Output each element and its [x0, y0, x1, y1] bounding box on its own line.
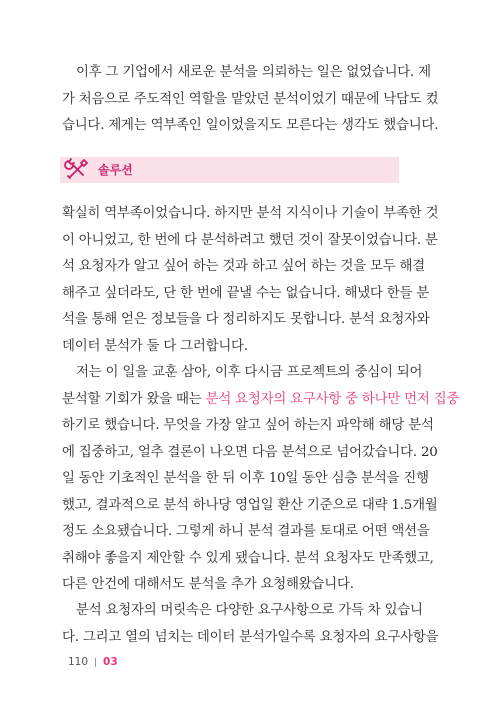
- text-line: 이후 그 기업에서 새로운 분석을 의뢰하는 일은 없었습니다. 제: [76, 65, 431, 80]
- chapter-number: 03: [103, 656, 118, 668]
- text-line: 분석 요청자의 머릿속은 다양한 요구사항으로 가득 차 있습니: [76, 603, 423, 618]
- text-line: 데이터 분석가 둘 다 그러합니다.: [62, 338, 248, 354]
- text-line: 석 요청자가 알고 싶어 하는 것과 하고 싶어 하는 것을 모두 해결: [62, 259, 426, 274]
- text-line: 정도 소요됐습니다. 그렇게 하니 분석 결과를 토대로 어떤 액션을: [62, 524, 430, 539]
- wrench-screwdriver-icon: [60, 155, 94, 185]
- text-segment: 분석할 기회가 왔을 때는: [62, 391, 206, 407]
- text-line: 해주고 싶더라도, 단 한 번에 끝낼 수는 없습니다. 해냈다 한들 분: [62, 285, 430, 301]
- page-footer: [68, 656, 118, 668]
- text-line: 하기로 했습니다. 무엇을 가장 알고 싶어 하는지 파악해 해당 분석: [62, 418, 434, 433]
- text-line: 이 아니었고, 한 번에 다 분석하려고 했던 것이 잘못이었습니다. 분: [62, 232, 438, 248]
- text-line: [62, 387, 460, 414]
- page-number: 110: [68, 656, 89, 668]
- text-line: 했고, 결과적으로 분석 하나당 영업일 환산 기준으로 대략 1.5개월: [62, 497, 438, 513]
- text-line: 일 동안 기초적인 분석을 한 뒤 이후 10일 동안 심층 분석을 진행: [62, 471, 429, 486]
- solution-label: 솔루션: [98, 163, 133, 177]
- body-paragraph: [62, 360, 460, 599]
- footer-divider: [95, 658, 96, 667]
- intro-paragraph: [62, 60, 439, 140]
- solution-banner: [60, 157, 399, 183]
- text-line: 습니다. 제게는 역부족인 일이었을지도 모른다는 생각도 했습니다.: [62, 118, 439, 133]
- text-line: 가 처음으로 주도적인 역할을 맡았던 분석이었기 때문에 낙담도 컸: [62, 91, 439, 107]
- text-line: 에 집중하고, 얼추 결론이 나오면 다음 분석으로 넘어갔습니다. 20: [62, 444, 438, 460]
- text-line: 다. 그리고 열의 넘치는 데이터 분석가일수록 요청자의 요구사항을: [62, 629, 439, 645]
- body-paragraph: [62, 201, 439, 360]
- highlighted-text: 분석 요청자의 요구사항 중 하나만 먼저 집중: [205, 391, 460, 407]
- text-line: 확실히 역부족이었습니다. 하지만 분석 지식이나 기술이 부족한 것: [62, 206, 439, 221]
- body-paragraph: [62, 598, 439, 651]
- text-line: 저는 이 일을 교훈 삼아, 이후 다시금 프로젝트의 중심이 되어: [76, 365, 423, 380]
- text-line: 석을 통해 얻은 정보들을 다 정리하지도 못합니다. 분석 요청자와: [62, 312, 430, 327]
- text-line: 취해야 좋을지 제안할 수 있게 됐습니다. 분석 요청자도 만족했고,: [62, 550, 434, 566]
- text-line: 다른 안건에 대해서도 분석을 추가 요청해왔습니다.: [62, 577, 354, 592]
